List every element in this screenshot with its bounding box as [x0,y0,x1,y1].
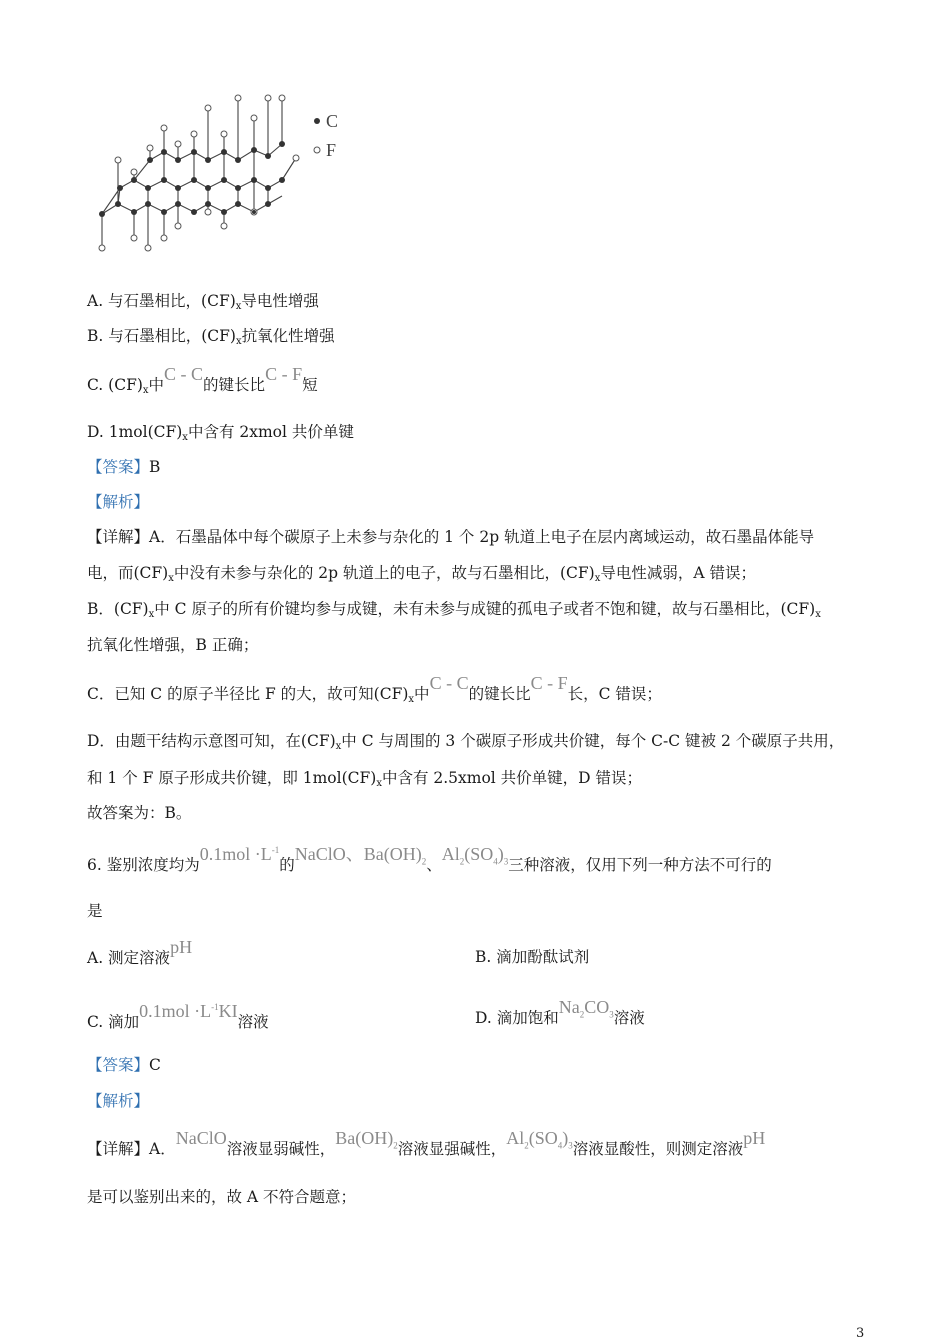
q6-answer: 【答案】C [87,1056,161,1074]
q6-detail-line-1: 【详解】A．NaClO溶液显弱碱性，$Ba(OH)_2$溶液显强碱性，$Al_2(SO_4)_3$溶液显酸性，则测定溶液pH [87,1128,766,1158]
q5-detail-line-1: 【详解】A．石墨晶体中每个碳原子上未参与杂化的 1 个 2p 轨道上电子在层内离域运动，故石墨晶体能导 [87,528,815,546]
cf-structure-diagram [90,88,350,258]
q6-option-b: B. 滴加酚酞试剂 [475,948,590,966]
q5-detail-line-6: D．由题干结构示意图可知，在$(CF)_x$中 C 与周围的 3 个碳原子形成共价键，每个 C-C 键被 2 个碳原子共用， [87,732,845,752]
q6-detail-line-2: 是可以鉴别出来的，故 A 不符合题意； [87,1188,357,1206]
q6-option-c: C. 滴加$0.1mol \cdot L^{-1}KI$溶液 [87,1001,269,1031]
q5-detail-line-5: C．已知 C 的原子半径比 F 的大，故可知$(CF)_x$中C - C的键长比C - F长，C 错误； [87,673,662,705]
q6-option-d: D. 滴加饱和$Na_2CO_3$溶液 [475,997,645,1027]
q6-option-a: A. 测定溶液pH [87,937,193,967]
q5-detail-line-3: B．$(CF)_x$中 C 原子的所有价键均参与成键，未有未参与成键的孤电子或者不饱和键，故与石墨相比，$(CF)_x$ [87,600,821,620]
q5-option-a: A. 与石墨相比，$(CF)_x$导电性增强 [87,292,319,312]
q5-answer: 【答案】B [87,458,161,476]
fluorine-legend-icon [314,147,320,153]
legend-f: F [326,140,337,160]
legend-c: C [326,111,339,131]
q5-option-c: C. $(CF)_x$中C - C的键长比C - F短 [87,364,318,396]
q5-detail-line-7: 和 1 个 F 原子形成共价键，即 $1mol(CF)_x$中含有 2.5xmol 共价单键，D 错误； [87,769,643,789]
carbon-legend-icon [314,118,320,124]
page-number: 3 [856,1326,865,1341]
q5-detail-line-8: 故答案为：B。 [87,804,192,822]
q5-detail-line-4: 抗氧化性增强，B 正确； [87,636,259,654]
q5-option-b: B. 与石墨相比，$(CF)_x$抗氧化性增强 [87,327,335,347]
q6-stem-cont: 是 [87,902,103,920]
q6-stem: 6. 鉴别浓度均为$0.1mol \cdot L^{-1}$的NaClO、$Ba(OH)_2$、$Al_2(SO_4)_3$三种溶液，仅用下列一种方法不可行的 [87,844,772,874]
q5-detail-line-2: 电，而$(CF)_x$中没有未参与杂化的 2p 轨道上的电子，故与石墨相比，$(CF)_x$导电性减弱，A 错误； [87,564,756,584]
q6-analysis-tag: 【解析】 [87,1092,150,1110]
q5-option-d: D. $1mol(CF)_x$中含有 2xmol 共价单键 [87,423,354,443]
q5-analysis-tag: 【解析】 [87,493,150,511]
